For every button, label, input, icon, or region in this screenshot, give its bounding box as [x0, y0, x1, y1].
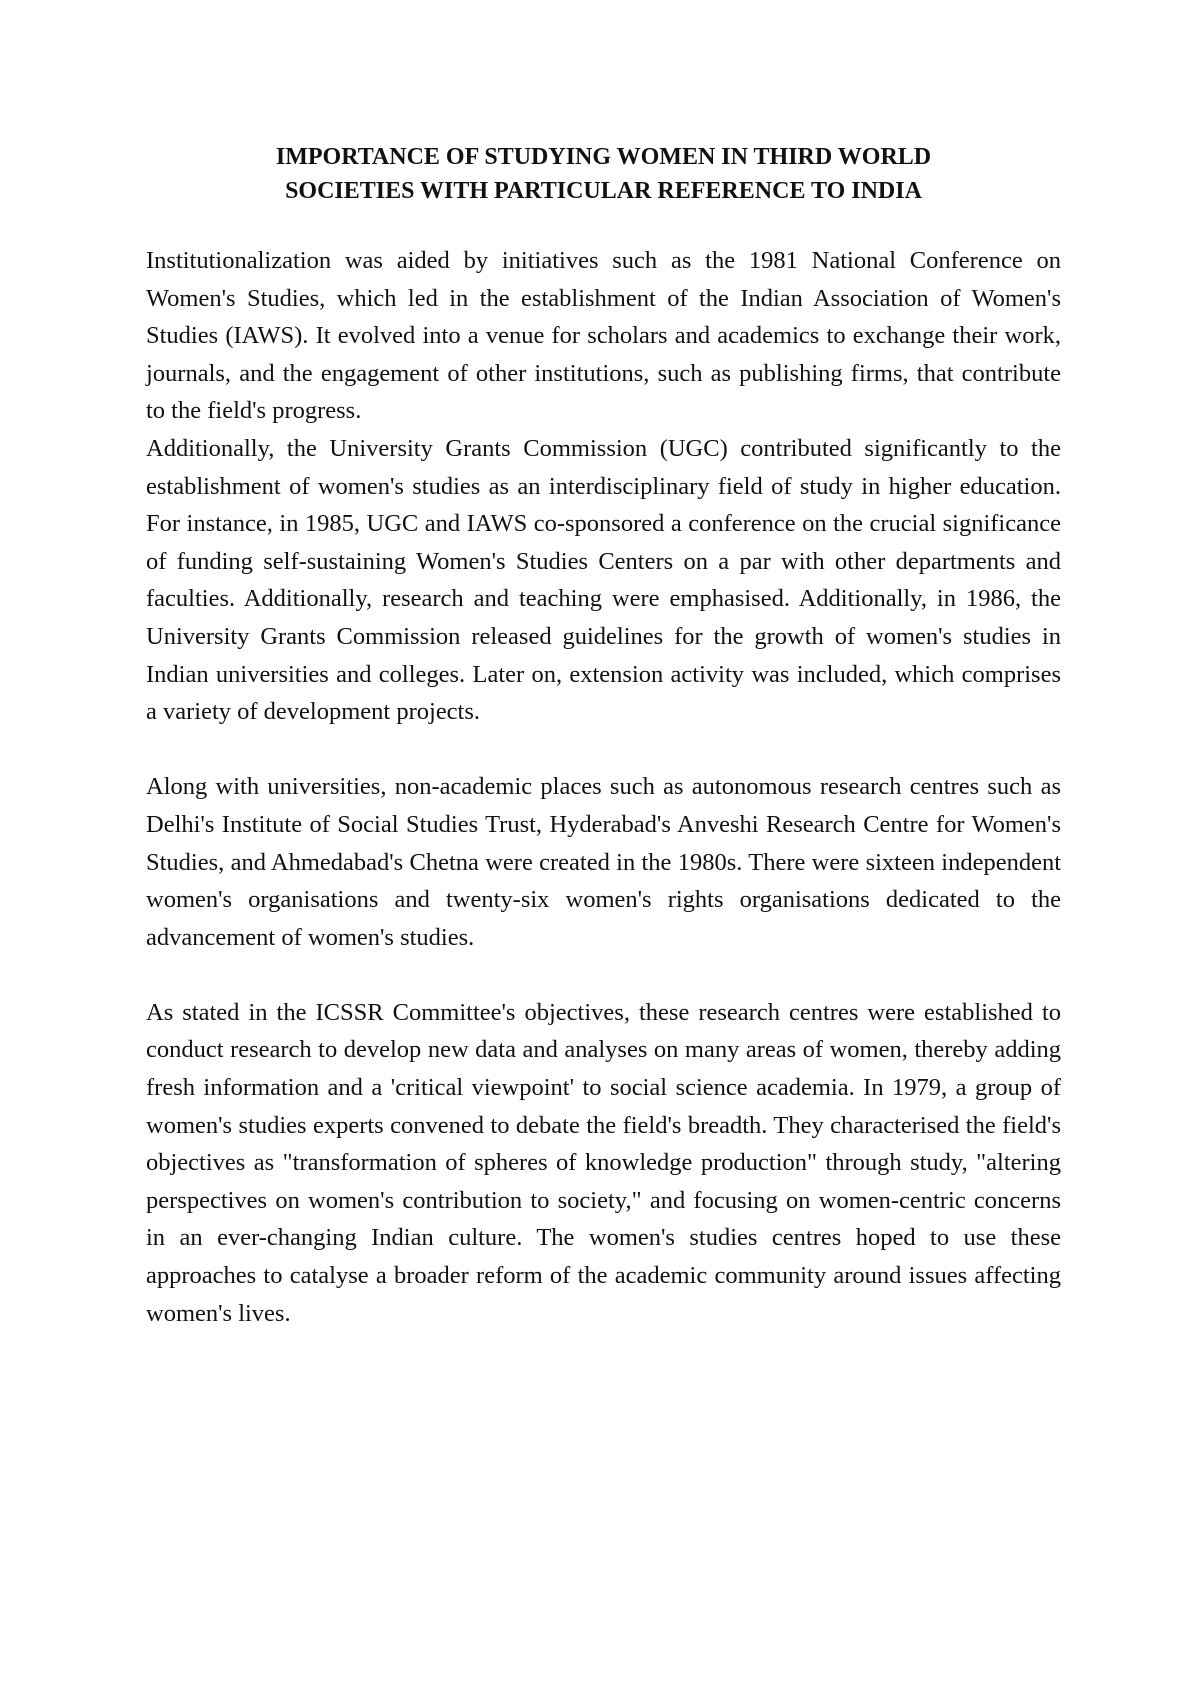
paragraph-gap — [146, 731, 1061, 769]
title-line-1: IMPORTANCE OF STUDYING WOMEN IN THIRD WORLD — [275, 144, 932, 170]
document-page — [146, 140, 1061, 1332]
paragraph-non-academic: Along with universities, non-academic places such as autonomous research centres such as Delhi's Institute of Social Studies Trust, Hyderabad's Anveshi Research Centre for Women's Studies, and Ahmedabad's Chetna were created in the 1980s. There were sixteen independent women's organisations and twenty-six women's rights organisations dedicated to the advancement of women's studies. — [146, 773, 1061, 951]
document-title — [146, 140, 1061, 208]
paragraph-gap — [146, 956, 1061, 994]
paragraph-institutionalization: Institutionalization was aided by initiatives such as the 1981 National Conference on Women's Studies, which led in the establishment of the Indian Association of Women's Studies (IAWS). It evolved into a venue for scholars and academics to exchange their work, journals, and the engagement of other institutions, such as publishing firms, that contribute to the field's progress. — [146, 247, 1061, 425]
paragraph-ugc: Additionally, the University Grants Commission (UGC) contributed significantly to the establishment of women's studies as an interdisciplinary field of study in higher education. For instance, in 1985, UGC and IAWS co-sponsored a conference on the crucial significance of funding self-sustaining Women's Studies Centers on a par with other departments and faculties. Additionally, research and teaching were emphasised. Additionally, in 1986, the University Grants Commission released guidelines for the growth of women's studies in Indian universities and colleges. Later on, extension activity was included, which comprises a variety of development projects. — [146, 434, 1061, 726]
paragraph-icssr: As stated in the ICSSR Committee's objectives, these research centres were established to conduct research to develop new data and analyses on many areas of women, thereby adding fresh information and a 'critical viewpoint' to social science academia. In 1979, a group of women's studies experts convened to debate the field's breadth. They characterised the field's objectives as "transformation of spheres of knowledge production" through study, "altering perspectives on women's contribution to society," and focusing on women-centric concerns in an ever-changing Indian culture. The women's studies centres hoped to use these approaches to catalyse a broader reform of the academic community around issues affecting women's lives. — [146, 998, 1061, 1327]
title-line-2: SOCIETIES WITH PARTICULAR REFERENCE TO INDIA — [285, 178, 922, 204]
